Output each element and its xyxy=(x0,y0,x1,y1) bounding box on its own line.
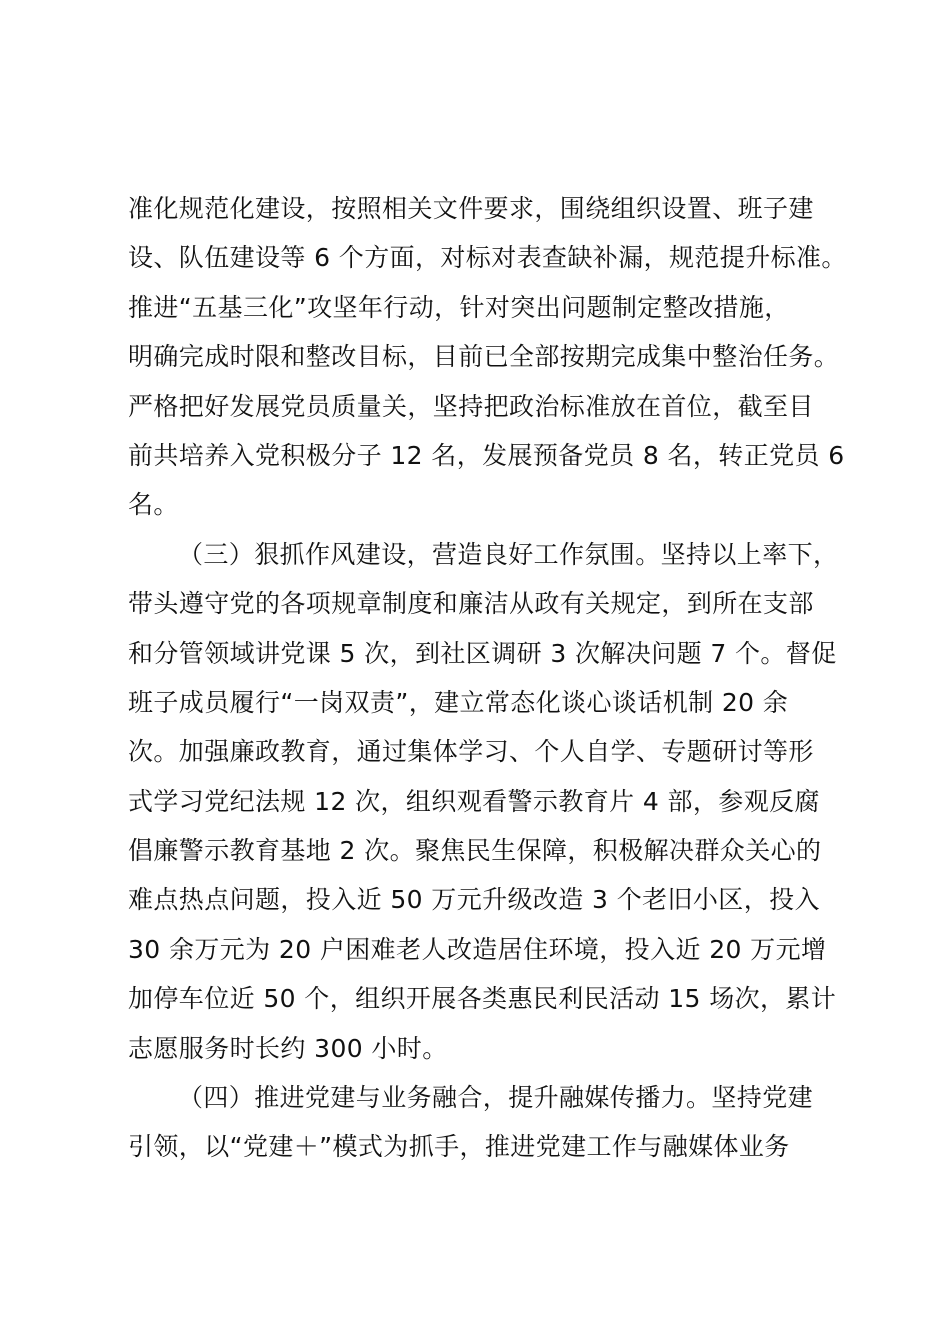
section-heading-line: （四）推进党建与业务融合，提升融媒传播力。坚持党建 xyxy=(178,1083,814,1113)
text-line: 名。 xyxy=(128,490,179,520)
text-line: 难点热点问题，投入近 50 万元升级改造 3 个老旧小区，投入 xyxy=(128,885,820,915)
text-line: 严格把好发展党员质量关，坚持把政治标准放在首位，截至目 xyxy=(128,391,814,421)
text-line: 倡廉警示教育基地 2 次。聚焦民生保障，积极解决群众关心的 xyxy=(128,836,822,866)
text-line: 明确完成时限和整改目标，目前已全部按期完成集中整治任务。 xyxy=(128,342,840,372)
text-line: 加停车位近 50 个，组织开展各类惠民利民活动 15 场次，累计 xyxy=(128,984,837,1014)
text-line: 设、队伍建设等 6 个方面，对标对表查缺补漏，规范提升标准。 xyxy=(128,243,847,273)
text-line: 前共培养入党积极分子 12 名，发展预备党员 8 名，转正党员 6 xyxy=(128,440,845,470)
text-line: 和分管领域讲党课 5 次，到社区调研 3 次解决问题 7 个。督促 xyxy=(128,638,837,668)
body-text xyxy=(128,184,847,1172)
text-line: 带头遵守党的各项规章制度和廉洁从政有关规定，到所在支部 xyxy=(128,589,814,619)
section-heading-line: （三）狠抓作风建设，营造良好工作氛围。坚持以上率下， xyxy=(178,539,839,569)
text-line: 式学习党纪法规 12 次，组织观看警示教育片 4 部，参观反腐 xyxy=(128,786,820,816)
text-line: 志愿服务时长约 300 小时。 xyxy=(128,1033,448,1063)
text-line: 班子成员履行“一岗双责”，建立常态化谈心谈话机制 20 余 xyxy=(128,687,789,717)
text-line: 引领，以“党建＋”模式为抓手，推进党建工作与融媒体业务 xyxy=(128,1132,790,1162)
text-line: 推进“五基三化”攻坚年行动，针对突出问题制定整改措施， xyxy=(128,292,790,322)
text-line: 30 余万元为 20 户困难老人改造居住环境，投入近 20 万元增 xyxy=(128,934,827,964)
text-line: 准化规范化建设，按照相关文件要求，围绕组织设置、班子建 xyxy=(128,194,814,223)
text-line: 次。加强廉政教育，通过集体学习、个人自学、专题研讨等形 xyxy=(128,737,814,767)
